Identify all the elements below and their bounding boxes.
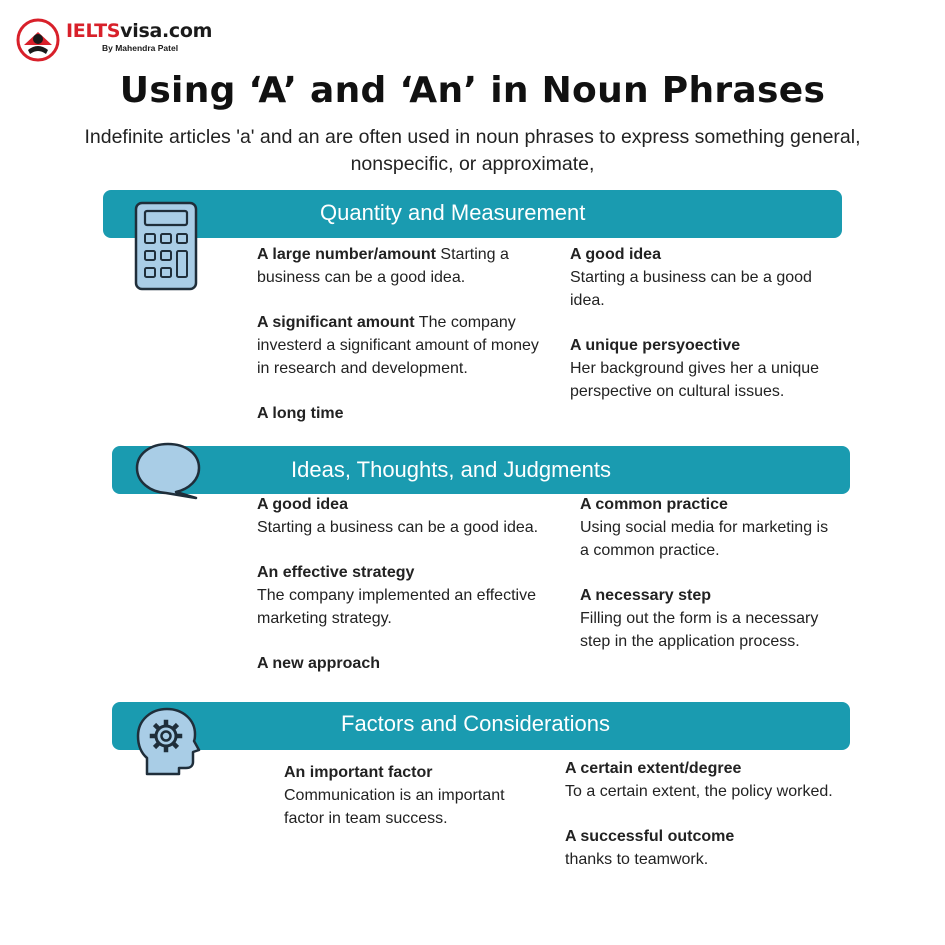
entry-head: A significant amount: [257, 314, 415, 331]
logo-brand-dark: visa.com: [120, 20, 213, 42]
entry-text: Starting a business can be a good idea.: [257, 246, 509, 286]
entry-head: An effective strategy: [257, 564, 415, 581]
entry-head: A certain extent/degree: [565, 760, 742, 777]
entry-long-time: [257, 402, 547, 425]
entry-head: A good idea: [570, 246, 661, 263]
entry-good-idea-2: [257, 493, 557, 539]
page-title: Using ‘A’ and ‘An’ in Noun Phrases: [119, 70, 826, 111]
entry-necessary-step: [580, 584, 840, 653]
logo-brand-red: IELTS: [66, 20, 121, 42]
entry-text: The company investerd a significant amount of money in research and development.: [257, 314, 539, 377]
entry-unique-perspective: [570, 334, 840, 403]
section-title-quantity: Quantity and Measurement: [320, 200, 586, 225]
entry-text: Starting a business can be a good idea.: [257, 519, 539, 536]
entry-text: Using social media for marketing is a common practice.: [580, 519, 829, 559]
entry-large-number: [257, 243, 547, 289]
entry-certain-extent: [565, 757, 865, 803]
logo-emblem-icon: [16, 18, 60, 62]
entry-text: Her background gives her a unique perspective on cultural issues.: [570, 360, 820, 400]
calculator-icon: [133, 200, 199, 297]
entry-head: An important factor: [284, 764, 433, 781]
head-gear-icon: [135, 706, 201, 783]
section-title-ideas: Ideas, Thoughts, and Judgments: [291, 457, 612, 482]
entry-head: A large number/amount: [257, 246, 436, 263]
entry-text: Filling out the form is a necessary step in the application process.: [580, 610, 819, 650]
logo-wordmark: [66, 20, 212, 42]
page-subtitle: Indefinite articles 'a' and an are often used in noun phrases to express something general, nonspecific, or approximate,: [84, 126, 861, 175]
entry-successful-outcome: [565, 825, 865, 871]
entry-text: To a certain extent, the policy worked.: [565, 783, 833, 800]
logo-byline: By Mahendra Patel: [102, 43, 179, 53]
entry-head: A new approach: [257, 655, 380, 672]
entry-text: The company implemented an effective marketing strategy.: [257, 587, 536, 627]
entry-text: Communication is an important factor in team success.: [284, 787, 505, 827]
entry-head: A successful outcome: [565, 828, 735, 845]
entry-new-approach: [257, 652, 557, 675]
entry-common-practice: [580, 493, 840, 562]
entry-head: A unique persyoective: [570, 337, 741, 354]
entry-head: A good idea: [257, 496, 348, 513]
entry-good-idea-1: [570, 243, 840, 312]
entry-important-factor: [284, 761, 534, 830]
entry-effective-strategy: [257, 561, 557, 630]
entry-text: Starting a business can be a good idea.: [570, 269, 812, 309]
entry-head: A common practice: [580, 496, 728, 513]
entry-head: A necessary step: [580, 587, 712, 604]
entry-text: thanks to teamwork.: [565, 851, 709, 868]
speech-bubble-icon: [132, 440, 204, 507]
section-title-factors: Factors and Considerations: [341, 711, 611, 736]
entry-head: A long time: [257, 405, 344, 422]
entry-significant-amount: [257, 311, 547, 380]
logo-badge: [16, 18, 60, 62]
